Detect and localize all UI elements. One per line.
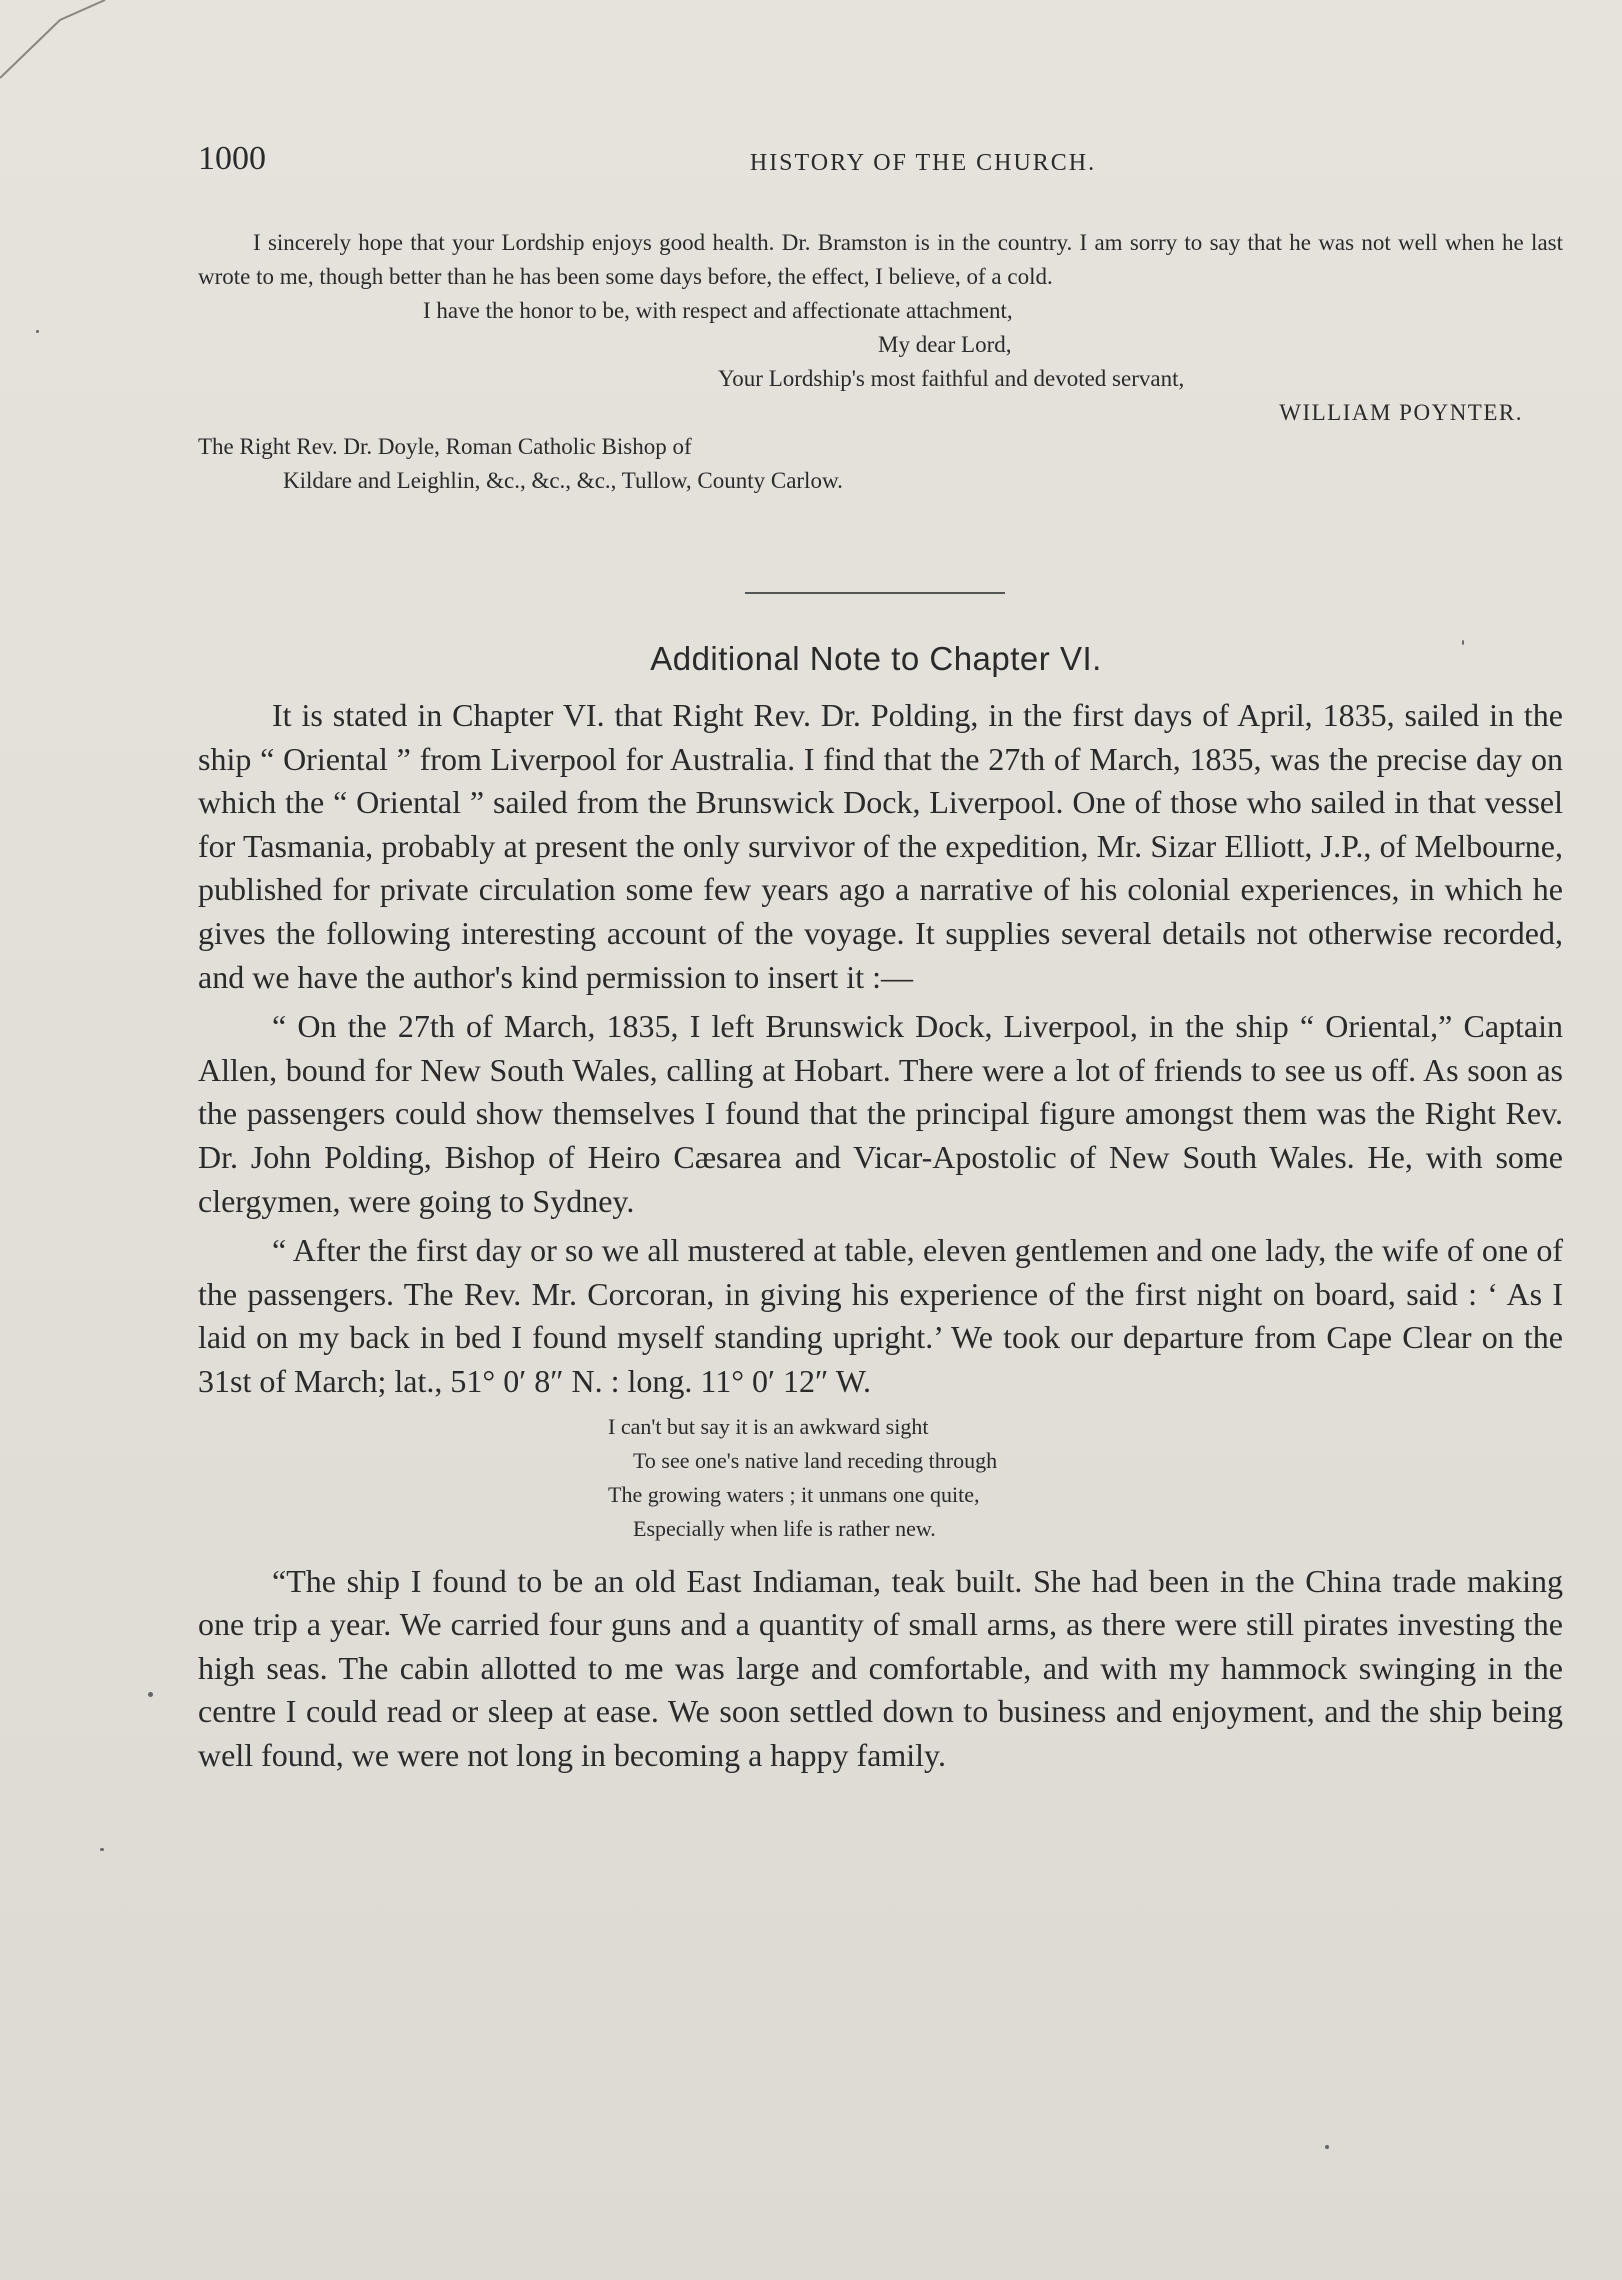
body-paragraph: “The ship I found to be an old East Indiaman, teak built. She had been in the China trade making one trip a year. We carried four guns and a quantity of small arms, as there were still pirates investing the high seas. The cabin allotted to me was large and comfortable, and with my hammock swinging in the centre I could read or sleep at ease. We soon settled down to business and enjoyment, and the ship being well found, we were not long in becoming a happy family. [198,1562,1563,1773]
letter-salutation: My dear Lord, [878,332,1012,357]
letter-excerpt [198,226,1563,498]
paper-speck [1462,640,1464,645]
letter-paragraph: I sincerely hope that your Lordship enjoys good health. Dr. Bramston is in the country. I am sorry to say that he was not well when he last wrote to me, though better than he has been some days before, the effect, I believe, of a cold. [198,230,1563,289]
body-paragraph: It is stated in Chapter VI. that Right Rev. Dr. Polding, in the first days of April, 1835, sailed in the ship “ Oriental ” from Liverpool for Australia. I find that the 27th of March, 1835, was the precise day on which the “ Oriental ” sailed from the Brunswick Dock, Liverpool. One of those who sailed in that vessel for Tasmania, probably at present the only survivor of the expedition, Mr. Sizar Elliott, J.P., of Melbourne, published for private circulation some few years ago a narrative of his colonial experiences, in which he gives the following interesting account of the voyage. It supplies several details not otherwise recorded, and we have the author's kind permission to insert it :— [198,697,1563,995]
letter-signature: WILLIAM POYNTER. [1279,400,1523,425]
paper-speck [100,1848,104,1851]
body-paragraph: “ After the first day or so we all mustered at table, eleven gentlemen and one lady, the wife of one of the passengers. The Rev. Mr. Corcoran, in giving his experience of the first night on board, said : ‘ As I laid on my back in bed I found myself standing upright.’ We took our departure from Cape Clear on the 31st of March; lat., 51° 0′ 8″ N. : long. 11° 0′ 12″ W. [198,1232,1563,1399]
paper-speck [148,1692,153,1697]
poem-line: Especially when life is rather new. [633,1515,936,1541]
letter-addressee-line: Kildare and Leighlin, &c., &c., &c., Tullow, County Carlow. [283,468,843,493]
page-number: 1000 [198,140,266,177]
section-title: Additional Note to Chapter VI. [650,640,1102,677]
page-header [198,140,1568,180]
poem-quote [198,1410,1563,1546]
letter-addressee-line: The Right Rev. Dr. Doyle, Roman Catholic Bishop of [198,434,692,459]
poem-line: I can't but say it is an awkward sight [608,1413,929,1439]
paper-speck [1325,2145,1329,2149]
page-corner-crease [0,0,120,90]
running-head: HISTORY OF THE CHURCH. [749,150,1097,176]
note-body [198,694,1563,1783]
body-paragraph: “ On the 27th of March, 1835, I left Brunswick Dock, Liverpool, in the ship “ Oriental,” Captain Allen, bound for New South Wales, calling at Hobart. There were a lot of friends to see us off. As soon as the passengers could show themselves I found that the principal figure amongst them was the Right Rev. Dr. John Polding, Bishop of Heiro Cæsarea and Vicar-Apostolic of New South Wales. He, with some clergymen, were going to Sydney. [198,1008,1563,1219]
letter-valediction: Your Lordship's most faithful and devoted servant, [718,366,1185,391]
poem-line: To see one's native land receding through [633,1447,998,1473]
poem-line: The growing waters ; it unmans one quite, [608,1481,980,1507]
section-divider [745,592,1005,594]
letter-closing-line: I have the honor to be, with respect and affectionate attachment, [423,298,1013,323]
paper-speck [36,330,39,333]
